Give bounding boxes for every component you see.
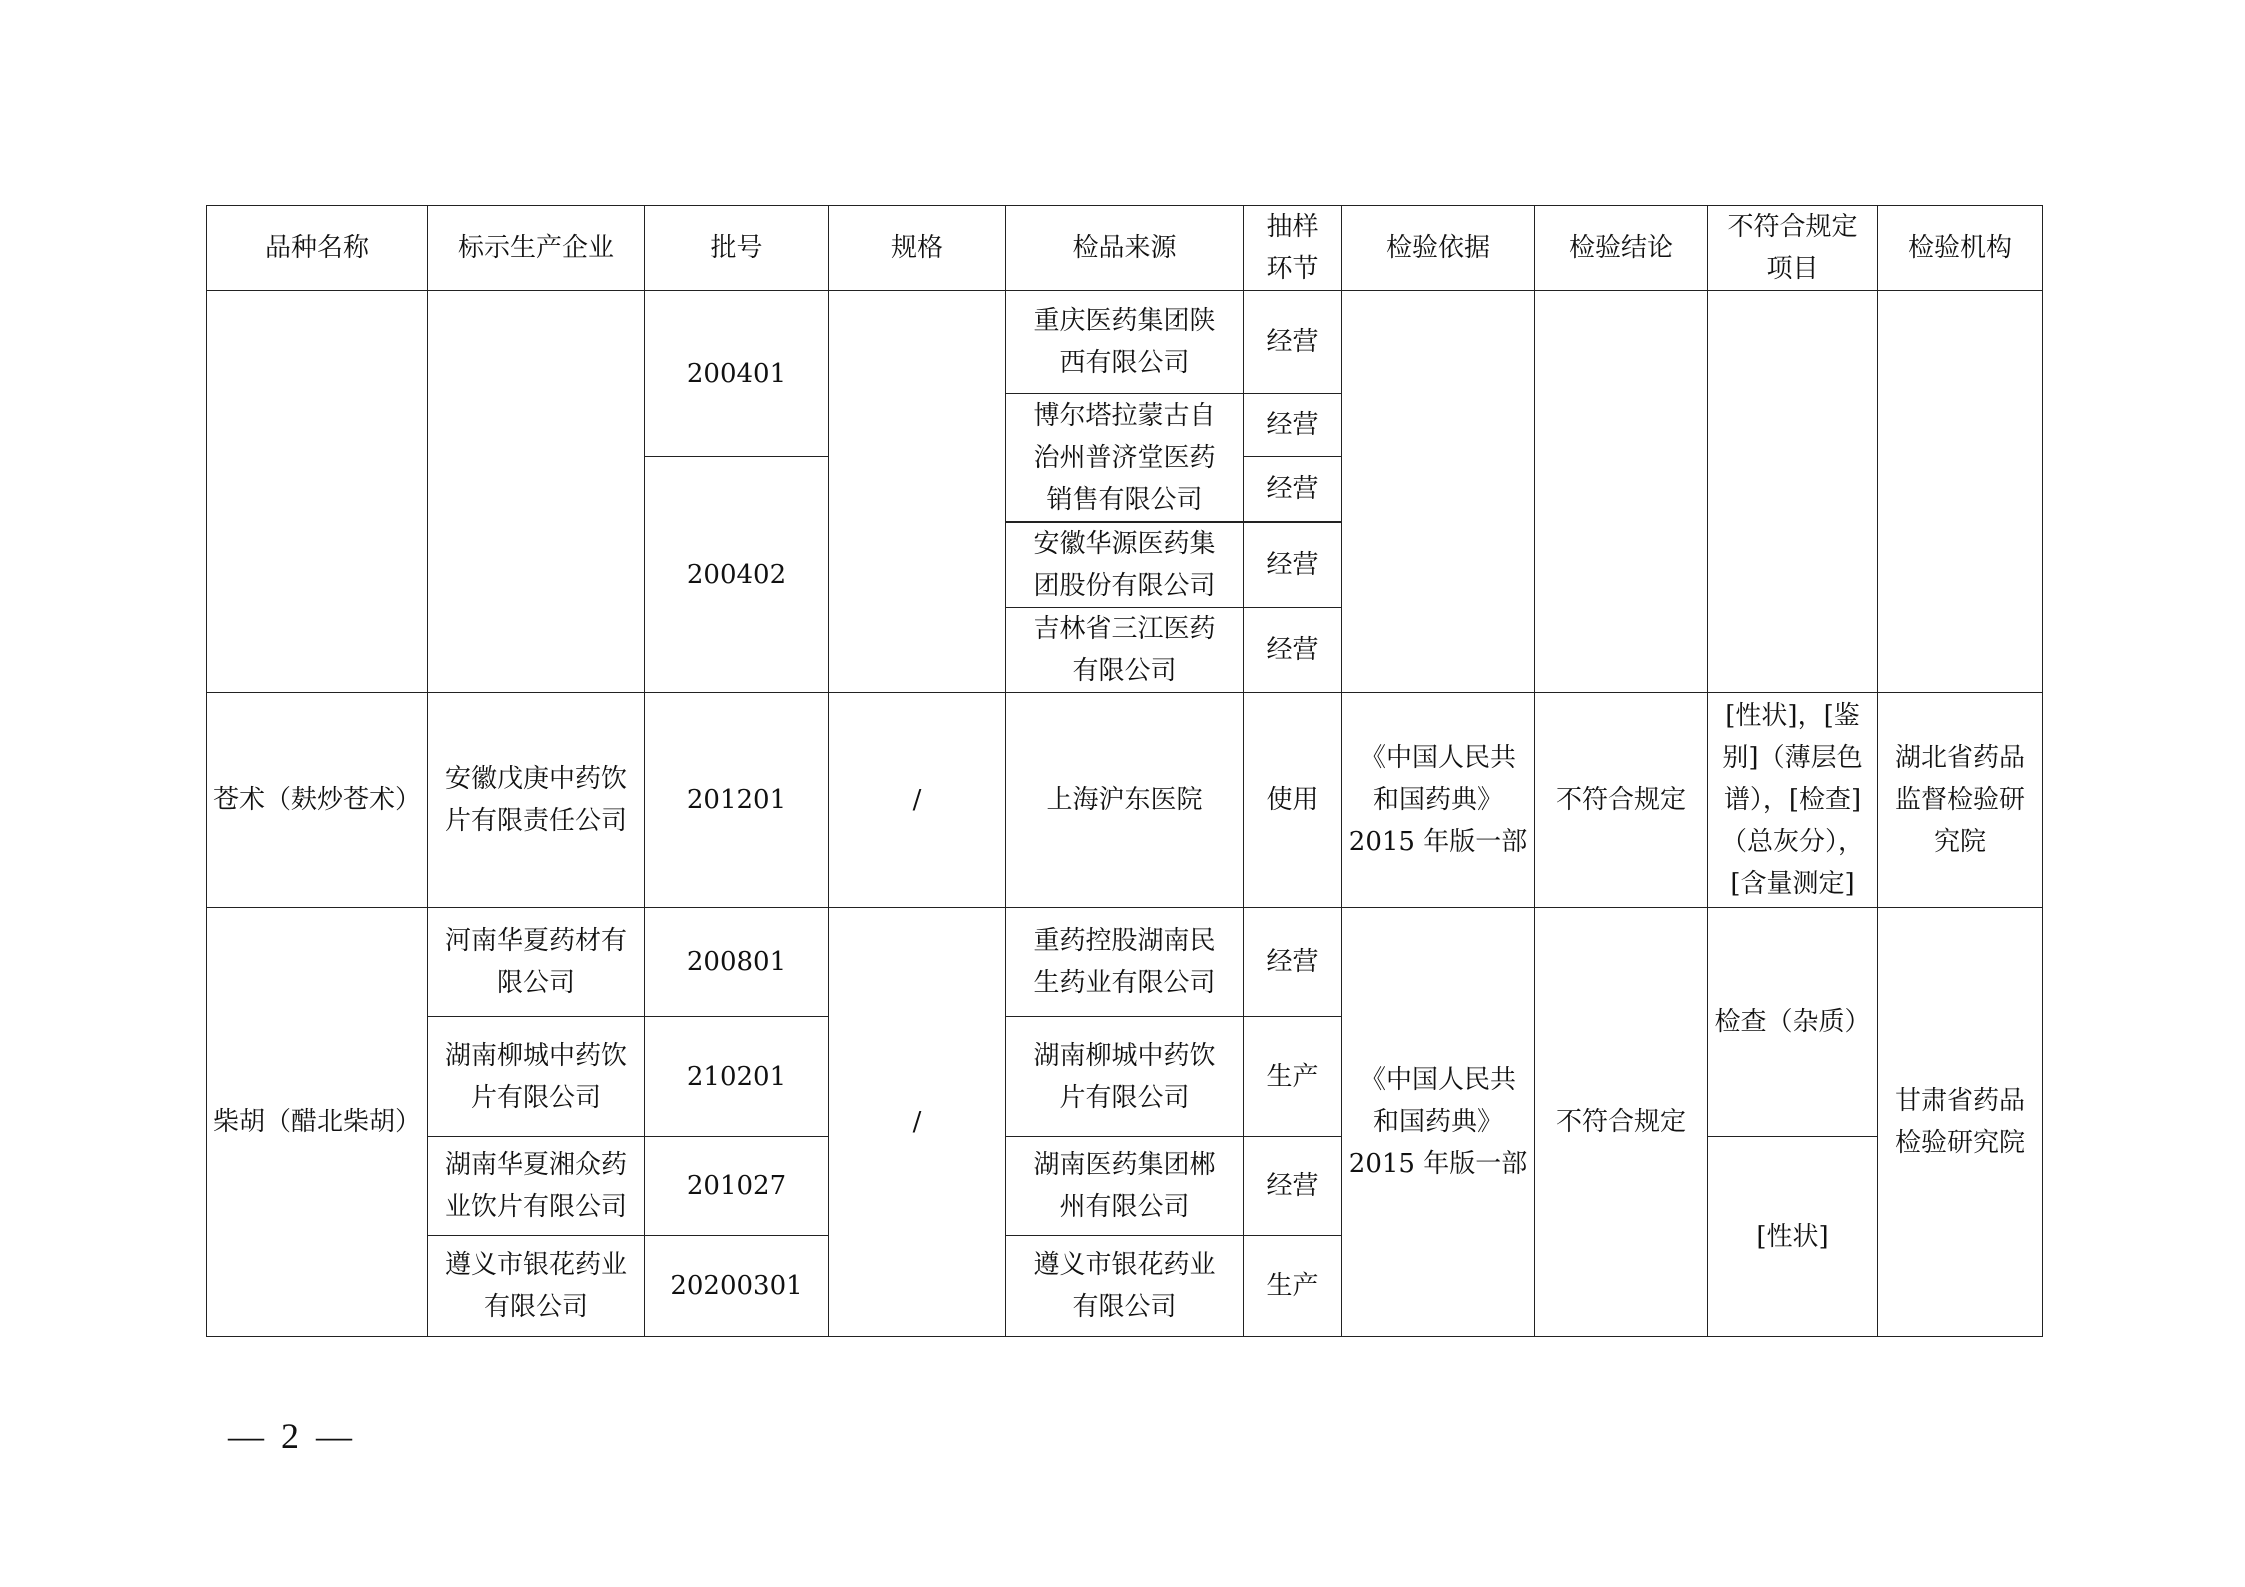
page-number: — 2 —	[228, 1416, 356, 1456]
stage-cell: 经营	[1244, 394, 1342, 457]
header-variety: 品种名称	[207, 206, 428, 291]
basis-cell: 《中国人民共 和国药典》 2015 年版一部	[1342, 693, 1535, 908]
source-cell: 重庆医药集团陕 西有限公司	[1006, 291, 1244, 394]
batch-cell: 20200301	[645, 1236, 829, 1337]
stage-cell: 经营	[1244, 523, 1342, 608]
batch-cell: 201027	[645, 1137, 829, 1236]
variety-cell: 柴胡（醋北柴胡）	[207, 908, 428, 1337]
source-cell: 重药控股湖南民 生药业有限公司	[1006, 908, 1244, 1017]
header-institute: 检验机构	[1878, 206, 2043, 291]
batch-cell: 210201	[645, 1017, 829, 1137]
items-cell: [性状]	[1708, 1137, 1878, 1337]
manufacturer-cell	[428, 291, 645, 693]
institute-cell: 湖北省药品 监督检验研 究院	[1878, 693, 2043, 908]
source-cell: 博尔塔拉蒙古自 治州普济堂医药 销售有限公司	[1006, 394, 1244, 522]
conclusion-cell: 不符合规定	[1535, 693, 1708, 908]
source-cell: 吉林省三江医药 有限公司	[1006, 608, 1244, 693]
stage-cell: 经营	[1244, 608, 1342, 693]
spec-cell: /	[829, 908, 1006, 1337]
table-row	[207, 1137, 2043, 1141]
stage-cell: 生产	[1244, 1236, 1342, 1337]
spec-cell: /	[829, 693, 1006, 908]
header-stage: 抽样 环节	[1244, 206, 1342, 291]
header-batch: 批号	[645, 206, 829, 291]
institute-cell: 甘肃省药品 检验研究院	[1878, 908, 2043, 1337]
table-row	[207, 693, 2043, 908]
items-cell	[1708, 291, 1878, 693]
inspection-results-table	[206, 205, 2043, 1337]
variety-cell	[207, 291, 428, 693]
header-basis: 检验依据	[1342, 206, 1535, 291]
items-cell: [性状]，[鉴 别]（薄层色 谱），[检查] （总灰分）， [含量测定]	[1708, 693, 1878, 908]
batch-cell: 200402	[645, 457, 829, 693]
header-row	[207, 206, 2043, 291]
stage-cell: 经营	[1244, 908, 1342, 1017]
institute-cell	[1878, 291, 2043, 693]
source-cell: 遵义市银花药业 有限公司	[1006, 1236, 1244, 1337]
header-source: 检品来源	[1006, 206, 1244, 291]
manufacturer-cell: 遵义市银花药业 有限公司	[428, 1236, 645, 1337]
items-cell: 检查（杂质）	[1708, 908, 1878, 1137]
source-cell: 安徽华源医药集 团股份有限公司	[1006, 523, 1244, 608]
manufacturer-cell: 河南华夏药材有 限公司	[428, 908, 645, 1017]
header-conclusion: 检验结论	[1535, 206, 1708, 291]
batch-cell: 200801	[645, 908, 829, 1017]
stage-cell: 经营	[1244, 457, 1342, 522]
stage-cell: 生产	[1244, 1017, 1342, 1137]
source-cell: 湖南柳城中药饮 片有限公司	[1006, 1017, 1244, 1137]
basis-cell: 《中国人民共 和国药典》 2015 年版一部	[1342, 908, 1535, 1337]
header-spec: 规格	[829, 206, 1006, 291]
basis-cell	[1342, 291, 1535, 693]
source-cell: 上海沪东医院	[1006, 693, 1244, 908]
manufacturer-cell: 安徽戊庚中药饮 片有限责任公司	[428, 693, 645, 908]
batch-cell: 200401	[645, 291, 829, 457]
batch-cell: 201201	[645, 693, 829, 908]
variety-cell: 苍术（麸炒苍术）	[207, 693, 428, 908]
stage-cell: 经营	[1244, 1137, 1342, 1236]
manufacturer-cell: 湖南柳城中药饮 片有限公司	[428, 1017, 645, 1137]
spec-cell	[829, 291, 1006, 693]
header-manufacturer: 标示生产企业	[428, 206, 645, 291]
header-items: 不符合规定 项目	[1708, 206, 1878, 291]
conclusion-cell: 不符合规定	[1535, 908, 1708, 1337]
stage-cell: 使用	[1244, 693, 1342, 908]
table-row	[207, 908, 2043, 1017]
conclusion-cell	[1535, 291, 1708, 693]
stage-cell: 经营	[1244, 291, 1342, 394]
source-cell: 湖南医药集团郴 州有限公司	[1006, 1137, 1244, 1236]
manufacturer-cell: 湖南华夏湘众药 业饮片有限公司	[428, 1137, 645, 1236]
table-row	[207, 291, 2043, 394]
